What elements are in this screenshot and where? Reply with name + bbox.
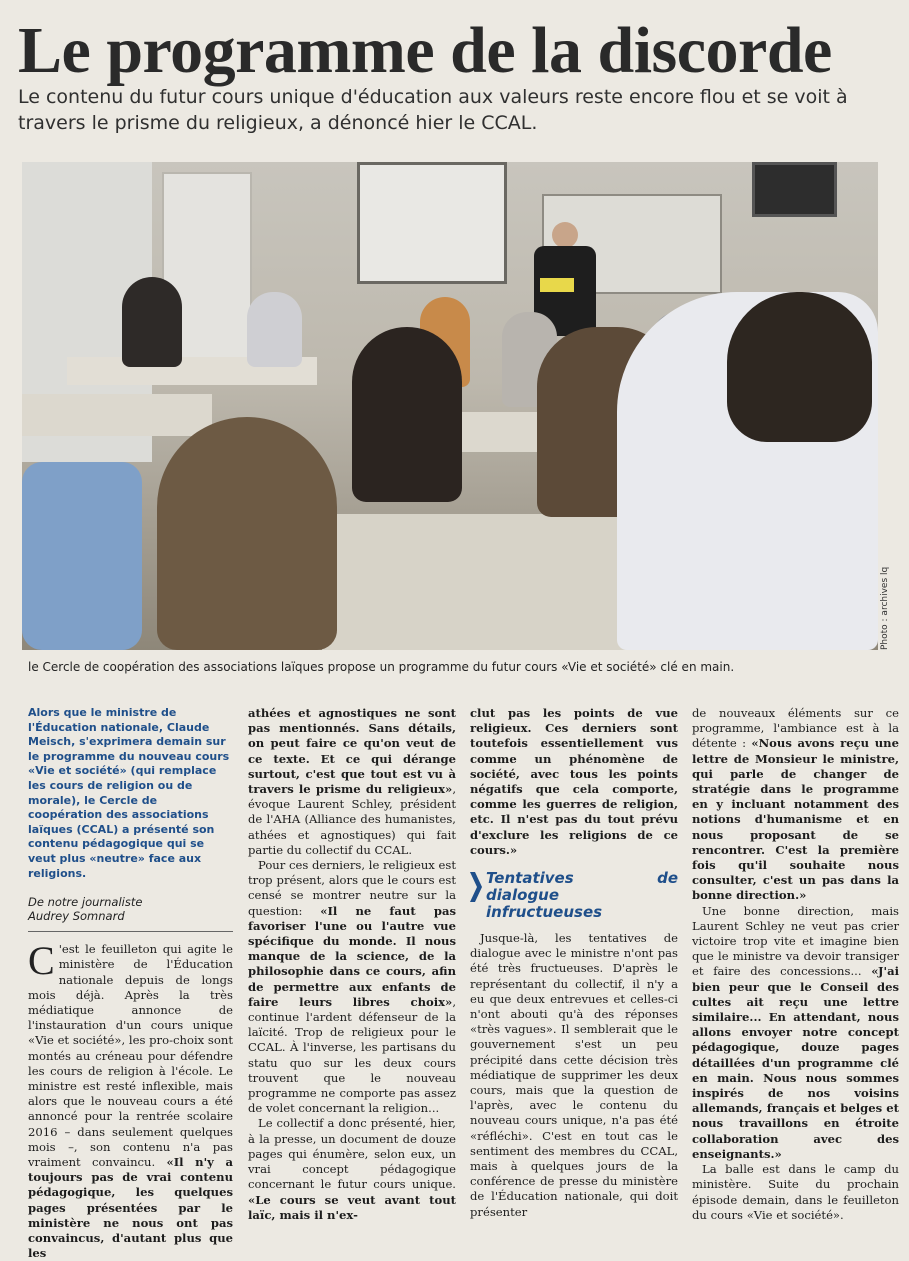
column-2 xyxy=(248,706,456,1223)
paragraph xyxy=(28,938,233,1261)
paragraph xyxy=(248,706,456,858)
photo-credit: Photo : archives lq xyxy=(880,566,890,650)
byline-author: Audrey Somnard xyxy=(28,909,125,924)
whiteboard-left xyxy=(357,162,507,284)
quote-text: «J'ai bien peur que le Conseil des cultes ait reçu une lettre similaire... En attendant, nous allons envoyer notre concept pédagogique, douze pages détaillées d'un programme clé en main. Nous nous sommes inspirés de nos voisins allemands, français et belges et nous travaillons en étroite collaboration avec des enseignants.» xyxy=(692,964,899,1161)
section-subtitle xyxy=(470,870,678,921)
chevron-right-icon xyxy=(470,872,482,902)
quote-text: «Nous avons reçu une lettre de Monsieur le ministre, qui parle de changer de stratégie dans le programme en y incluant notamment des notions d'humanisme et en nous proposant de se rencontrer. C'est la première fois qu'il souhaite nous consulter, c'est un pas dans la bonne direction.» xyxy=(692,736,899,903)
paragraph-text: , évoque Laurent Schley, président de l'AHA (Alliance des humanistes, athées et agnostiques) qui fait partie du collectif du CCAL. xyxy=(248,782,456,857)
paragraph-text: de nouveaux éléments sur ce programme, l'ambiance est à la détente : xyxy=(692,706,899,751)
byline-divider xyxy=(28,931,233,932)
quote-text: «Le cours se veut avant tout laïc, mais il n'ex- xyxy=(248,1192,456,1222)
paragraph xyxy=(692,904,899,1162)
column-1 xyxy=(28,706,233,1261)
classroom-photo xyxy=(22,162,878,650)
paragraph-text: 'est le feuilleton qui agite le ministère de l'Éducation nationale depuis de longs mois déjà. Après la très médiatique annonce de l'instauration d'un cours unique «Vie et société», les pro-choix sont montés au créneau pour défendre les cours de religion à l'école. Le ministre est resté inflexible, mais alors que le nouveau cours a été annoncé pour la rentrée scolaire 2016 – dans seulement quelques mois –, son contenu n'a pas vraiment convaincu. xyxy=(28,942,233,1169)
teacher-paper xyxy=(540,278,574,292)
quote-text: clut pas les points de vue religieux. Ces derniers sont toutefois essentiellement vus comme un phénomène de société, avec tous les points négatifs que cela comporte, comme les guerres de religion, etc. Il n'est pas du tout prévu d'exclure les religions de ce cours.» xyxy=(470,706,678,857)
paragraph-text: Une bonne direction, mais Laurent Schley ne veut pas crier victoire trop vite et imagine bien que le ministre va devoir transiger et faire des concessions... xyxy=(692,903,899,979)
adjacent-article-edge xyxy=(0,560,14,1176)
subheadline: Le contenu du futur cours unique d'éducation aux valeurs reste encore flou et se voit à travers le prisme du religieux, a dénoncé hier le CCAL. xyxy=(18,86,848,134)
article-intro: Alors que le ministre de l'Éducation nationale, Claude Meisch, s'exprimera demain sur le programme du nouveau cours «Vie et société» (qui remplace les cours de religion ou de morale), le Cercle de coopération des associations laïques (CCAL) a présenté son contenu pédagogique qui se veut plus «neutre» face aux religions. xyxy=(28,706,230,880)
student-left-edge xyxy=(22,462,142,650)
section-subtitle-text: Tentatives de dialogue infructueuses xyxy=(486,869,678,922)
paragraph-text: , continue l'ardent défenseur de la laïcité. Trop de religieux pour le CCAL. À l'inverse, les partisans du statu quo sur les deux cours trouvent que le nouveau programme ne comporte pas assez de volet concernant la religion... xyxy=(248,994,456,1116)
paragraph-text: Pour ces derniers, le religieux est trop présent, alors que le cours est censé se montrer neutre sur la question: xyxy=(248,858,456,918)
quote-text: athées et agnostiques ne sont pas mentionnés. Sans détails, on peut faire ce qu'on veut de ce texte. Et ce qui dérange surtout, c'est que tout est vu à travers le prisme du religieux» xyxy=(248,706,456,797)
paragraph xyxy=(248,1116,456,1222)
tv-screen xyxy=(752,162,837,217)
paragraph xyxy=(470,706,678,858)
column-4 xyxy=(692,706,899,1223)
byline xyxy=(28,895,233,923)
column-3 xyxy=(470,706,678,1220)
paragraph xyxy=(692,706,899,904)
student-2 xyxy=(247,292,302,367)
headline: Le programme de la discorde xyxy=(18,14,832,87)
student-1 xyxy=(122,277,182,367)
paragraph-text: Jusque-là, les tentatives de dialogue avec le ministre n'ont pas été très fructueuses. D'après le représentant du collectif, il n'y a eu que deux entrevues et celles-ci n'ont abouti qu'à des réponses «très vagues». Il semblerait que le gouvernement s'est un peu précipité dans cette décision très médiatique de supprimer les deux cours, mais que la question de l'après, avec le contenu du nouveau cours unique, n'a pas été «réfléchi». C'est en tout cas le sentiment des membres du CCAL, mais à quelques jours de la conférence de presse du ministère de l'Éducation nationale, qui doit présenter xyxy=(470,931,678,1219)
paragraph xyxy=(470,931,678,1220)
paragraph-text: La balle est dans le camp du ministère. Suite du prochain épisode demain, dans le feuilleton du cours «Vie et société». xyxy=(692,1162,899,1222)
desk-row-2 xyxy=(22,394,212,436)
teacher-head xyxy=(552,222,578,248)
drop-cap: C xyxy=(28,938,55,984)
paragraph-text: Le collectif a donc présenté, hier, à la presse, un document de douze pages qui énumère, selon eux, un vrai concept pédagogique concernant le futur cours unique. xyxy=(248,1116,456,1192)
photo-caption: le Cercle de coopération des associations laïques propose un programme du futur cours «Vie et société» clé en main. xyxy=(28,660,735,674)
quote-text: «Il ne faut pas favoriser l'une ou l'autre vue spécifique du monde. Il nous manque de la science, de la philosophie dans ce cours, afin de permettre aux enfants de faire leurs libres choix» xyxy=(248,903,457,1009)
student-foreground-left xyxy=(157,417,337,650)
byline-label: De notre journaliste xyxy=(28,895,143,910)
student-foreground-right-hair xyxy=(727,292,872,442)
paragraph xyxy=(248,858,456,1116)
quote-text: «Il n'y a toujours pas de vrai contenu pédagogique, les quelques pages présentées par le ministère ne nous ont pas convaincus, d'autant plus que les xyxy=(28,1154,233,1261)
student-5 xyxy=(352,327,462,502)
paragraph xyxy=(692,1162,899,1223)
